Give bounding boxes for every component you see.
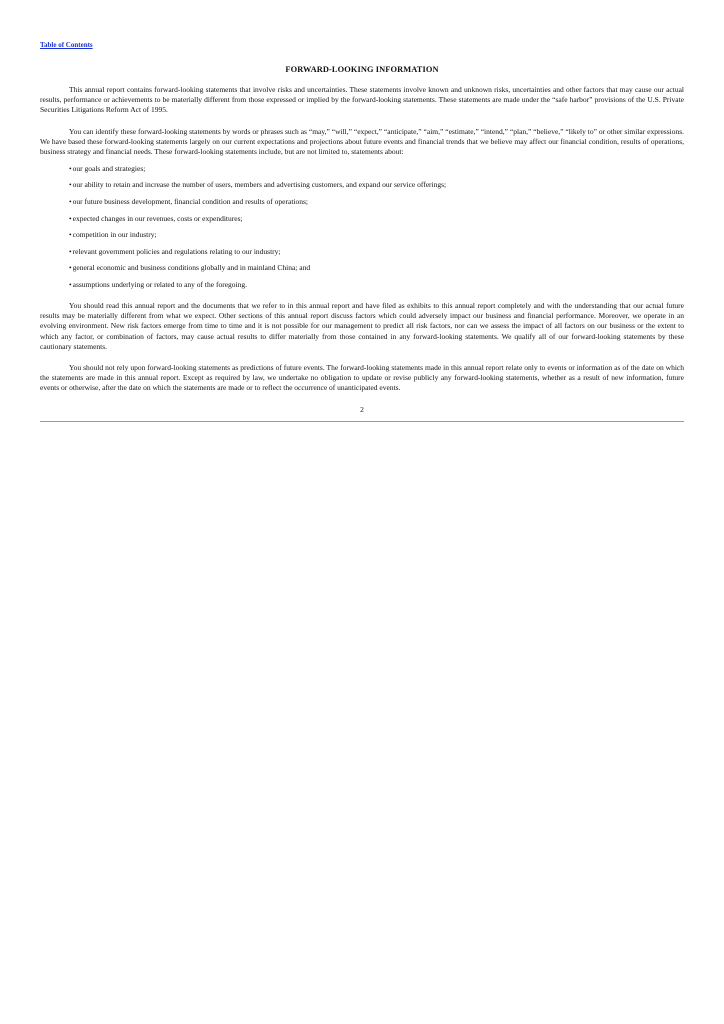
bullet-marker: • (69, 197, 72, 206)
list-item (40, 247, 684, 257)
list-item (40, 164, 684, 174)
list-item-text: expected changes in our revenues, costs or expenditures; (72, 213, 243, 223)
list-item-text: competition in our industry; (72, 230, 157, 240)
page-number: 2 (360, 404, 364, 414)
paragraph-intro: This annual report contains forward-looking statements that involve risks and uncertainties. These statements involve known and unknown risks, uncertainties and other factors that may cause our actual results, performance or achievements to be materially different from those expressed or implied by the forward-looking statements. These statements are made under the “safe harbor” provisions of the U.S. Private Securities Litigations Reform Act of 1995. (40, 85, 684, 115)
bullet-marker: • (69, 163, 72, 173)
list-item (40, 280, 684, 290)
list-item-text: relevant government policies and regulations relating to our industry; (72, 246, 281, 256)
list-item-text: our goals and strategies; (72, 163, 146, 173)
bullet-marker: • (69, 263, 72, 273)
list-item (40, 230, 684, 240)
list-item (40, 197, 684, 207)
list-item-text: our ability to retain and increase the number of users, members and advertising customers, and expand our service offerings; (72, 180, 447, 190)
bullet-marker: • (69, 279, 72, 289)
list-item (40, 214, 684, 224)
bullet-marker: • (69, 213, 72, 223)
list-item (40, 180, 684, 190)
list-item-text: general economic and business conditions globally and in mainland China; and (72, 263, 311, 273)
bullet-marker: • (69, 246, 72, 256)
paragraph-identify: You can identify these forward-looking statements by words or phrases such as “may,” “will,” “expect,” “anticipate,” “aim,” “estimate,” “intend,” “plan,” “believe,” “likely to” or other similar expressions. We have based these forward-looking statements largely on our current expectations and projections about future events and financial trends that we believe may affect our financial condition, results of operations, business strategy and financial needs. These forward-looking statements include, but are not limited to, statements about: (40, 126, 684, 157)
document-page (40, 34, 684, 422)
section-heading: FORWARD-LOOKING INFORMATION (285, 65, 439, 74)
list-item-text: our future business development, financial condition and results of operations; (72, 197, 309, 206)
list-item (40, 263, 684, 273)
bullet-marker: • (69, 180, 72, 190)
table-of-contents-link[interactable]: Table of Contents (40, 41, 93, 49)
page-divider (40, 421, 684, 422)
bullet-marker: • (69, 230, 72, 240)
paragraph-do-not-rely: You should not rely upon forward-looking statements as predictions of future events. The forward-looking statements made in this annual report relate only to events or information as of the date on which the statements are made in this annual report. Except as required by law, we undertake no obligation to update or revise publicly any forward-looking statements, whether as a result of new information, future events or otherwise, after the date on which the statements are made or to reflect the occurrence of unanticipated events. (40, 362, 684, 393)
bullet-list (40, 164, 684, 290)
paragraph-read-report: You should read this annual report and the documents that we refer to in this annual report and have filed as exhibits to this annual report completely and with the understanding that our actual future results may be materially different from what we expect. Other sections of this annual report discuss factors which could adversely impact our business and financial performance. Moreover, we operate in an evolving environment. New risk factors emerge from time to time and it is not possible for our management to predict all risk factors, nor can we assess the impact of all factors on our business or the extent to which any factor, or combination of factors, may cause actual results to differ materially from those contained in any forward-looking statements. We qualify all of our forward-looking statements by these cautionary statements. (40, 300, 684, 351)
list-item-text: assumptions underlying or related to any of the foregoing. (72, 279, 247, 289)
